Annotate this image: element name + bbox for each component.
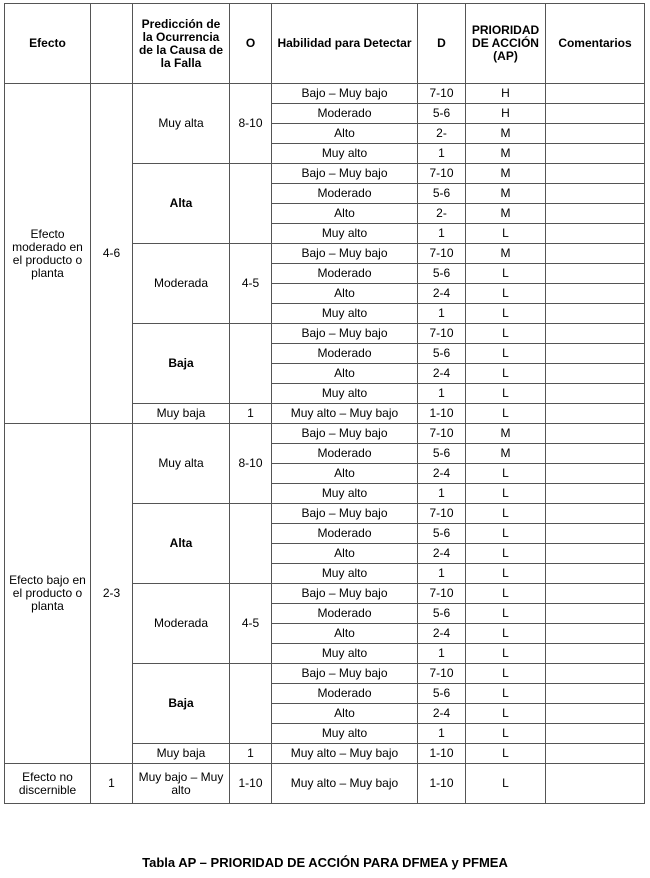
o-rating-cell [230,664,272,744]
ap-cell: L [466,364,546,384]
detection-cell: Moderado [272,184,418,204]
header-d: D [418,4,466,84]
d-rating-cell: 1-10 [418,744,466,764]
ap-table [4,3,645,804]
header-comentarios: Comentarios [546,4,645,84]
d-rating-cell: 1 [418,144,466,164]
detection-cell: Muy alto [272,644,418,664]
d-rating-cell: 1-10 [418,764,466,804]
detection-cell: Muy alto – Muy bajo [272,764,418,804]
ap-cell: L [466,744,546,764]
ap-cell: L [466,464,546,484]
ap-cell: L [466,584,546,604]
d-rating-cell: 7-10 [418,424,466,444]
detection-cell: Alto [272,704,418,724]
comment-cell [546,444,645,464]
comment-cell [546,464,645,484]
comment-cell [546,324,645,344]
comment-cell [546,344,645,364]
comment-cell [546,764,645,804]
occurrence-cell: Muy alta [133,424,230,504]
detection-cell: Muy alto [272,564,418,584]
ap-cell: L [466,764,546,804]
occurrence-cell: Muy bajo – Muy alto [133,764,230,804]
comment-cell [546,664,645,684]
ap-cell: L [466,384,546,404]
table-caption: Tabla AP – PRIORIDAD DE ACCIÓN PARA DFMEA y PFMEA [142,855,508,870]
d-rating-cell: 7-10 [418,244,466,264]
header-deteccion: Habilidad para Detectar [272,4,418,84]
efecto-cell: Efecto no discernible [5,764,91,804]
d-rating-cell: 7-10 [418,664,466,684]
comment-cell [546,684,645,704]
detection-cell: Bajo – Muy bajo [272,164,418,184]
ap-table-container [4,3,645,804]
ap-cell: L [466,664,546,684]
d-rating-cell: 1 [418,304,466,324]
ap-cell: L [466,564,546,584]
ap-cell: L [466,504,546,524]
comment-cell [546,584,645,604]
ap-cell: M [466,124,546,144]
comment-cell [546,504,645,524]
header-o: O [230,4,272,84]
detection-cell: Muy alto [272,724,418,744]
ap-cell: M [466,204,546,224]
detection-cell: Muy alto [272,484,418,504]
d-rating-cell: 1-10 [418,404,466,424]
d-rating-cell: 1 [418,484,466,504]
d-rating-cell: 5-6 [418,444,466,464]
d-rating-cell: 7-10 [418,324,466,344]
comment-cell [546,264,645,284]
comment-cell [546,104,645,124]
ap-cell: M [466,444,546,464]
comment-cell [546,404,645,424]
severity-cell: 1 [91,764,133,804]
ap-cell: M [466,244,546,264]
comment-cell [546,424,645,444]
ap-cell: L [466,524,546,544]
header-ocurrencia: Predicción de la Ocurrencia de la Causa de la Falla [133,4,230,84]
detection-cell: Muy alto [272,384,418,404]
ap-cell: M [466,184,546,204]
detection-cell: Bajo – Muy bajo [272,424,418,444]
d-rating-cell: 1 [418,644,466,664]
d-rating-cell: 1 [418,564,466,584]
efecto-cell: Efecto moderado en el producto o planta [5,84,91,424]
detection-cell: Alto [272,124,418,144]
o-rating-cell: 1 [230,744,272,764]
d-rating-cell: 1 [418,224,466,244]
o-rating-cell [230,164,272,244]
comment-cell [546,164,645,184]
detection-cell: Bajo – Muy bajo [272,664,418,684]
ap-cell: L [466,284,546,304]
table-row [5,764,645,804]
severity-cell: 4-6 [91,84,133,424]
d-rating-cell: 2-4 [418,624,466,644]
ap-cell: L [466,304,546,324]
comment-cell [546,184,645,204]
detection-cell: Muy alto – Muy bajo [272,404,418,424]
detection-cell: Moderado [272,604,418,624]
ap-cell: L [466,544,546,564]
d-rating-cell: 5-6 [418,684,466,704]
ap-cell: L [466,684,546,704]
d-rating-cell: 5-6 [418,104,466,124]
d-rating-cell: 2- [418,124,466,144]
header-row [5,4,645,84]
detection-cell: Alto [272,624,418,644]
comment-cell [546,84,645,104]
occurrence-cell: Baja [133,324,230,404]
header-ap: PRIORIDAD DE ACCIÓN (AP) [466,4,546,84]
occurrence-cell: Alta [133,504,230,584]
d-rating-cell: 2-4 [418,464,466,484]
detection-cell: Muy alto [272,304,418,324]
severity-cell: 2-3 [91,424,133,764]
detection-cell: Muy alto – Muy bajo [272,744,418,764]
comment-cell [546,704,645,724]
comment-cell [546,244,645,264]
d-rating-cell: 2-4 [418,284,466,304]
d-rating-cell: 1 [418,384,466,404]
o-rating-cell: 1 [230,404,272,424]
detection-cell: Muy alto [272,224,418,244]
o-rating-cell: 8-10 [230,424,272,504]
comment-cell [546,384,645,404]
comment-cell [546,624,645,644]
detection-cell: Muy alto [272,144,418,164]
detection-cell: Moderado [272,264,418,284]
detection-cell: Alto [272,204,418,224]
ap-cell: L [466,324,546,344]
ap-cell: L [466,344,546,364]
d-rating-cell: 2-4 [418,704,466,724]
detection-cell: Moderado [272,104,418,124]
ap-cell: L [466,484,546,504]
comment-cell [546,744,645,764]
ap-cell: L [466,724,546,744]
ap-cell: L [466,604,546,624]
detection-cell: Alto [272,464,418,484]
d-rating-cell: 1 [418,724,466,744]
d-rating-cell: 5-6 [418,264,466,284]
ap-cell: L [466,264,546,284]
occurrence-cell: Muy alta [133,84,230,164]
comment-cell [546,644,645,664]
o-rating-cell: 4-5 [230,244,272,324]
d-rating-cell: 7-10 [418,584,466,604]
table-row [5,84,645,104]
d-rating-cell: 2-4 [418,544,466,564]
detection-cell: Moderado [272,344,418,364]
detection-cell: Moderado [272,444,418,464]
d-rating-cell: 7-10 [418,164,466,184]
d-rating-cell: 2-4 [418,364,466,384]
ap-cell: L [466,704,546,724]
comment-cell [546,124,645,144]
d-rating-cell: 2- [418,204,466,224]
d-rating-cell: 7-10 [418,84,466,104]
comment-cell [546,544,645,564]
detection-cell: Moderado [272,524,418,544]
comment-cell [546,144,645,164]
o-rating-cell [230,324,272,404]
d-rating-cell: 5-6 [418,604,466,624]
detection-cell: Moderado [272,684,418,704]
occurrence-cell: Alta [133,164,230,244]
o-rating-cell: 1-10 [230,764,272,804]
ap-cell: M [466,424,546,444]
ap-cell: M [466,164,546,184]
d-rating-cell: 5-6 [418,524,466,544]
detection-cell: Bajo – Muy bajo [272,504,418,524]
o-rating-cell [230,504,272,584]
header-efecto: Efecto [5,4,91,84]
d-rating-cell: 5-6 [418,344,466,364]
detection-cell: Bajo – Muy bajo [272,324,418,344]
ap-cell: L [466,644,546,664]
occurrence-cell: Muy baja [133,404,230,424]
detection-cell: Alto [272,364,418,384]
comment-cell [546,284,645,304]
occurrence-cell: Muy baja [133,744,230,764]
comment-cell [546,224,645,244]
ap-cell: H [466,84,546,104]
o-rating-cell: 8-10 [230,84,272,164]
header-s [91,4,133,84]
ap-table-body [5,84,645,804]
detection-cell: Bajo – Muy bajo [272,244,418,264]
comment-cell [546,204,645,224]
table-row [5,424,645,444]
d-rating-cell: 5-6 [418,184,466,204]
ap-cell: L [466,224,546,244]
ap-cell: H [466,104,546,124]
comment-cell [546,304,645,324]
comment-cell [546,484,645,504]
detection-cell: Alto [272,544,418,564]
comment-cell [546,604,645,624]
comment-cell [546,524,645,544]
occurrence-cell: Baja [133,664,230,744]
ap-cell: M [466,144,546,164]
detection-cell: Alto [272,284,418,304]
comment-cell [546,724,645,744]
efecto-cell: Efecto bajo en el producto o planta [5,424,91,764]
detection-cell: Bajo – Muy bajo [272,84,418,104]
detection-cell: Bajo – Muy bajo [272,584,418,604]
ap-cell: L [466,404,546,424]
ap-cell: L [466,624,546,644]
occurrence-cell: Moderada [133,244,230,324]
comment-cell [546,364,645,384]
d-rating-cell: 7-10 [418,504,466,524]
occurrence-cell: Moderada [133,584,230,664]
comment-cell [546,564,645,584]
o-rating-cell: 4-5 [230,584,272,664]
